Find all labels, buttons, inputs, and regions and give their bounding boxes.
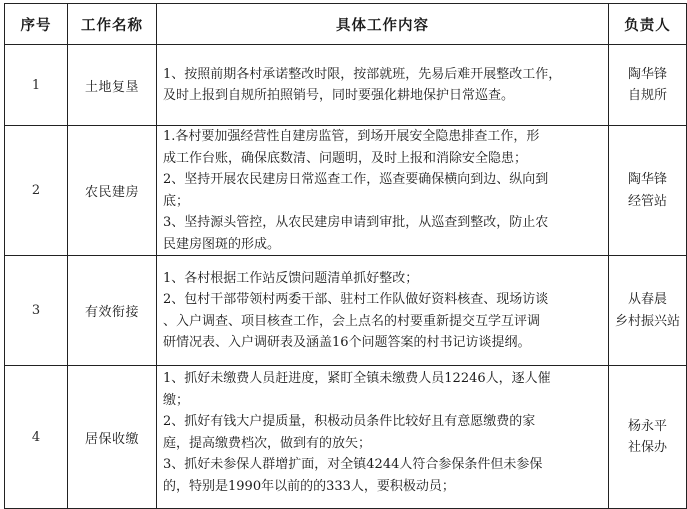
content-line: 1、抓好未缴费人员赶进度，紧盯全镇未缴费人员12246人，逐人催 <box>163 371 551 386</box>
table-row <box>5 366 687 509</box>
content-line: 2、包村干部带领村两委干部、驻村工作队做好资料核查、现场访谈 <box>163 292 549 307</box>
content-line: 及时上报到自规所拍照销号，同时要强化耕地保护日常巡查。 <box>163 88 515 103</box>
content-line: 1.各村要加强经营性自建房监管，到场开展安全隐患排查工作，形 <box>163 129 540 144</box>
content-line: 民建房图斑的形成。 <box>163 236 281 252</box>
task-name: 有效衔接 <box>68 256 157 366</box>
content-line: 研情况表、入户调研表及涵盖16个问题答案的村书记访谈提纲。 <box>163 335 531 350</box>
header-content: 具体工作内容 <box>157 4 609 45</box>
row-number: 4 <box>5 366 68 509</box>
content-line: 的，特别是1990年以前的的333人，要积极动员； <box>163 478 455 494</box>
task-owner <box>609 256 687 366</box>
content-line: 底； <box>163 193 190 209</box>
task-owner <box>609 45 687 126</box>
task-name: 土地复垦 <box>68 45 157 126</box>
content-line: 成工作台账，确保底数清、问题明，及时上报和消除安全隐患； <box>163 150 528 166</box>
owner-person: 陶华锋 <box>627 66 667 82</box>
task-owner <box>609 366 687 509</box>
table-row <box>5 256 687 366</box>
task-name: 居保收缴 <box>68 366 157 509</box>
header-num: 序号 <box>5 4 68 45</box>
header-name: 工作名称 <box>68 4 157 45</box>
content-line: 缴； <box>163 392 190 408</box>
content-line: 庭，提高缴费档次，做到有的放矢； <box>163 435 372 451</box>
work-plan-table <box>4 3 687 509</box>
content-line: 1、各村根据工作站反馈问题清单抓好整改； <box>163 270 419 286</box>
owner-person: 陶华锋 <box>627 172 667 187</box>
owner-person: 杨永平 <box>627 418 667 434</box>
owner-person: 从春晨 <box>627 292 667 307</box>
content-line: 、入户调查、项目核查工作，会上点名的村要重新提交互学互评调 <box>163 313 541 329</box>
content-line: 2、坚持开展农民建房日常巡查工作，巡查要确保横向到边、纵向到 <box>163 172 549 187</box>
task-name: 农民建房 <box>68 126 157 256</box>
owner-dept: 经管站 <box>627 193 667 209</box>
content-line: 2、抓好有钱大户提质量，积极动员条件比较好且有意愿缴费的家 <box>163 414 536 429</box>
owner-dept: 自规所 <box>627 88 667 103</box>
table-row <box>5 45 687 126</box>
content-line: 1、按照前期各村承诺整改时限，按部就班，先易后难开展整改工作， <box>163 66 562 82</box>
task-content <box>157 126 609 256</box>
table-row <box>5 126 687 256</box>
header-row <box>5 4 687 45</box>
task-content <box>157 366 609 509</box>
header-owner: 负责人 <box>609 4 687 45</box>
task-content <box>157 45 609 126</box>
content-line: 3、坚持源头管控，从农民建房申请到审批，从巡查到整改，防止农 <box>163 215 549 230</box>
owner-dept: 社保办 <box>627 440 667 455</box>
task-content <box>157 256 609 366</box>
owner-dept: 乡村振兴站 <box>614 313 680 329</box>
content-line: 3、抓好未参保人群增扩面，对全镇4244人符合参保条件但未参保 <box>163 457 543 472</box>
row-number: 3 <box>5 256 68 366</box>
row-number: 1 <box>5 45 68 126</box>
row-number: 2 <box>5 126 68 256</box>
task-owner <box>609 126 687 256</box>
